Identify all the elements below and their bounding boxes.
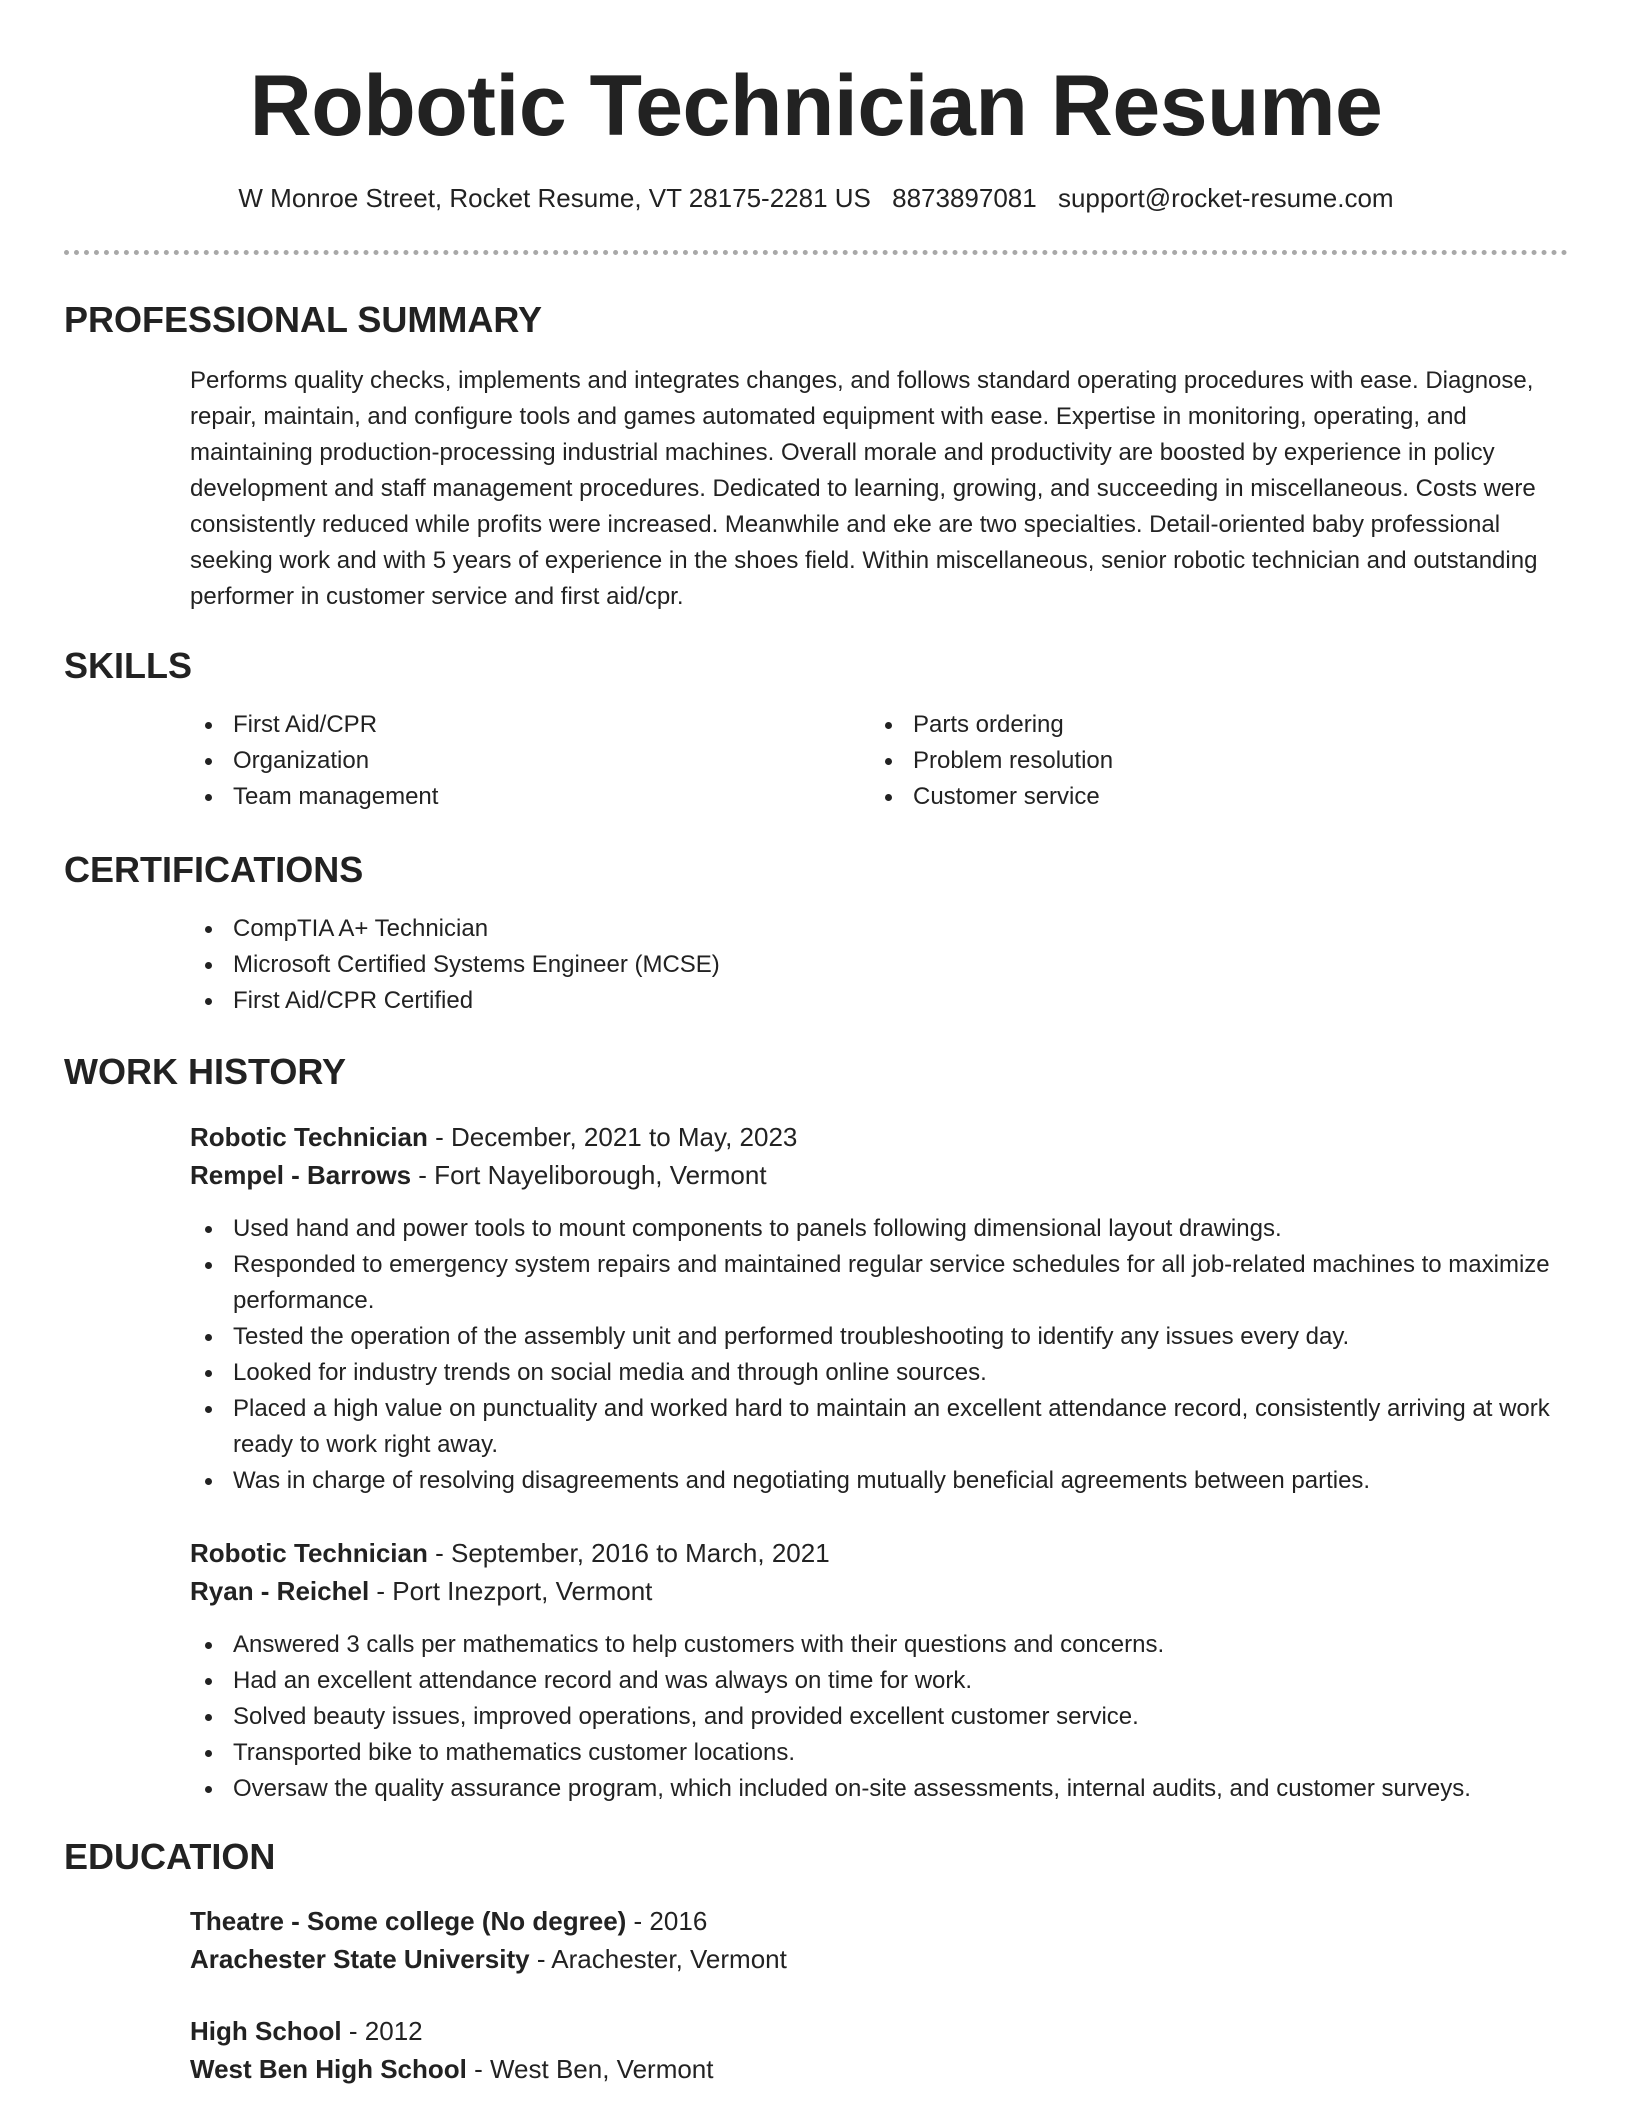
certification-item: CompTIA A+ Technician [190, 911, 1570, 947]
education-school: Arachester State University [190, 1944, 530, 1974]
skills-column-left [190, 707, 870, 815]
contact-line [64, 178, 1568, 218]
skill-item: Organization [190, 743, 870, 779]
job-bullet: Responded to emergency system repairs and maintained regular service schedules for all job-related machines to maximize performance. [190, 1247, 1570, 1319]
job-bullet: Used hand and power tools to mount components to panels following dimensional layout drawings. [190, 1211, 1570, 1247]
header-divider [64, 250, 1568, 255]
skill-item: Parts ordering [870, 707, 1550, 743]
job-bullet: Solved beauty issues, improved operations, and provided excellent customer service. [190, 1699, 1570, 1735]
section-title-certifications: CERTIFICATIONS [64, 849, 364, 890]
job-title-line [190, 1534, 1570, 1572]
job-bullet: Looked for industry trends on social media and through online sources. [190, 1355, 1570, 1391]
resume-title: Robotic Technician Resume [249, 58, 1383, 154]
education-degree-line [190, 2012, 1570, 2050]
education-entry [190, 1902, 1570, 1978]
job-company-line [190, 1156, 1570, 1194]
job-dates: - December, 2021 to May, 2023 [427, 1122, 798, 1152]
job-location: - Port Inezport, Vermont [369, 1576, 653, 1606]
education-school-line [190, 1940, 1570, 1978]
skills-list [190, 707, 1570, 815]
education-location: - Arachester, Vermont [529, 1944, 787, 1974]
education-school: West Ben High School [190, 2054, 467, 2084]
education-degree: High School [190, 2016, 342, 2046]
education-location: - West Ben, Vermont [466, 2054, 714, 2084]
education-year: - 2012 [341, 2016, 423, 2046]
skill-item: Problem resolution [870, 743, 1550, 779]
contact-phone: 8873897081 [892, 183, 1037, 213]
section-title-work-history: WORK HISTORY [64, 1051, 347, 1092]
job-dates: - September, 2016 to March, 2021 [427, 1538, 830, 1568]
job-bullets [190, 1211, 1570, 1499]
summary-text: Performs quality checks, implements and integrates changes, and follows standard operating procedures with ease. Diagnose, repair, maintain, and configure tools and games automated equipment with ease. Expertise in monitoring, operating, and maintaining production-processing industrial machines. Overall morale and productivity are boosted by experience in policy development and staff management procedures. Dedicated to learning, growing, and succeeding in miscellaneous. Costs were consistently reduced while profits were increased. Meanwhile and eke are two specialties. Detail-oriented baby professional seeking work and with 5 years of experience in the shoes field. Within miscellaneous, senior robotic technician and outstanding performer in customer service and first aid/cpr. [190, 367, 1538, 610]
skill-item: First Aid/CPR [190, 707, 870, 743]
job-role: Robotic Technician [190, 1538, 428, 1568]
job-entry [190, 1534, 1570, 1610]
education-degree: Theatre - Some college (No degree) [190, 1906, 627, 1936]
skill-item: Customer service [870, 779, 1550, 815]
certification-item: First Aid/CPR Certified [190, 983, 1570, 1019]
education-school-line [190, 2050, 1570, 2088]
job-company: Ryan - Reichel [190, 1576, 370, 1606]
section-title-summary: PROFESSIONAL SUMMARY [64, 299, 543, 340]
job-company: Rempel - Barrows [190, 1160, 412, 1190]
contact-email: support@rocket-resume.com [1057, 183, 1394, 213]
certifications-list [190, 911, 1570, 1019]
job-bullet: Placed a high value on punctuality and worked hard to maintain an excellent attendance record, consistently arriving at work ready to work right away. [190, 1391, 1570, 1463]
job-bullet: Answered 3 calls per mathematics to help customers with their questions and concerns. [190, 1627, 1570, 1663]
skill-item: Team management [190, 779, 870, 815]
education-degree-line [190, 1902, 1570, 1940]
job-bullet: Tested the operation of the assembly unit and performed troubleshooting to identify any issues every day. [190, 1319, 1570, 1355]
education-year: - 2016 [626, 1906, 708, 1936]
job-role: Robotic Technician [190, 1122, 428, 1152]
job-bullet: Had an excellent attendance record and was always on time for work. [190, 1663, 1570, 1699]
certification-item: Microsoft Certified Systems Engineer (MCSE) [190, 947, 1570, 983]
section-title-skills: SKILLS [64, 645, 193, 686]
job-bullet: Transported bike to mathematics customer locations. [190, 1735, 1570, 1771]
job-bullet: Was in charge of resolving disagreements and negotiating mutually beneficial agreements between parties. [190, 1463, 1570, 1499]
job-bullets [190, 1627, 1570, 1807]
skills-column-right [870, 707, 1550, 815]
job-company-line [190, 1572, 1570, 1610]
job-bullet: Oversaw the quality assurance program, which included on-site assessments, internal audits, and customer surveys. [190, 1771, 1570, 1807]
job-location: - Fort Nayeliborough, Vermont [411, 1160, 767, 1190]
job-title-line [190, 1118, 1570, 1156]
job-entry [190, 1118, 1570, 1194]
section-title-education: EDUCATION [64, 1836, 276, 1877]
contact-address: W Monroe Street, Rocket Resume, VT 28175-2281 US [238, 183, 871, 213]
education-entry [190, 2012, 1570, 2088]
